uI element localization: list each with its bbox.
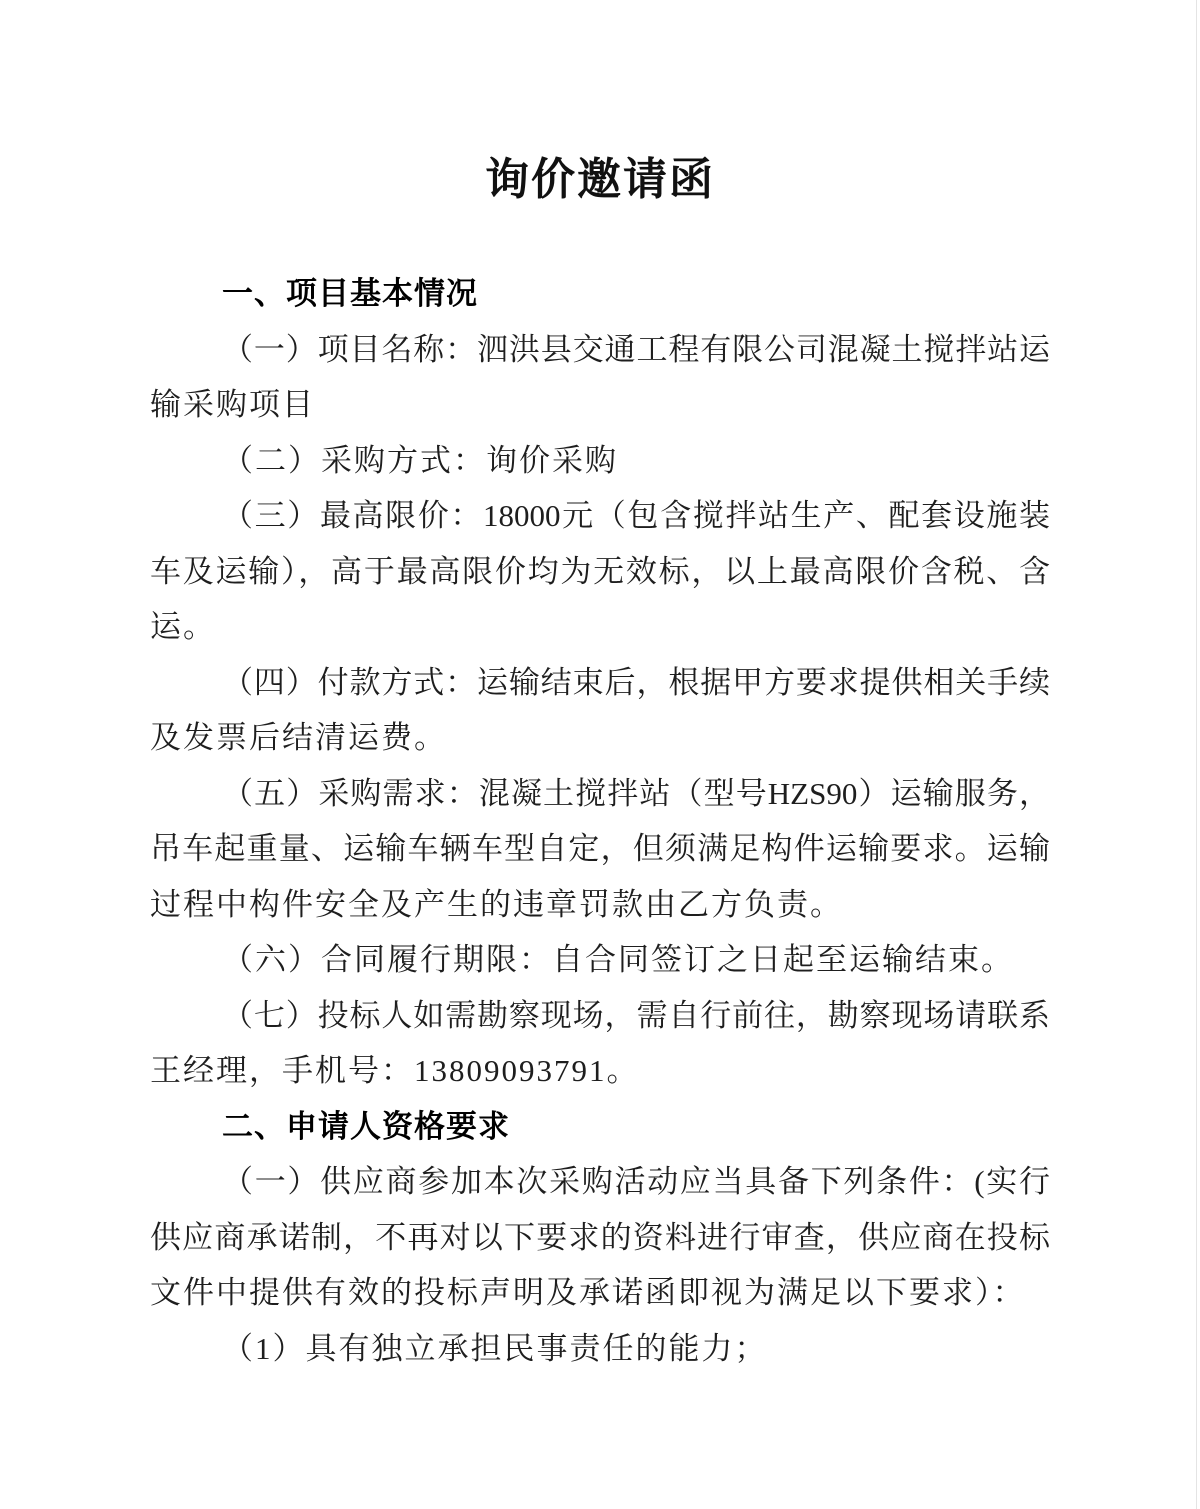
paragraph-line: （四）付款方式：运输结束后，根据甲方要求提供相关手续 (222, 664, 1050, 700)
paragraph-line: 运。 (150, 609, 216, 644)
section-heading: 一、项目基本情况 (222, 276, 478, 311)
paragraph-line: 吊车起重量、运输车辆车型自定，但须满足构件运输要求。运输 (150, 831, 1050, 866)
paragraph-line: （1）具有独立承担民事责任的能力； (222, 1330, 768, 1366)
paragraph-line: 文件中提供有效的投标声明及承诺函即视为满足以下要求）： (150, 1275, 1026, 1310)
page-edge-line (1196, 0, 1197, 1509)
paragraph-line: 王经理，手机号：13809093791。 (150, 1053, 640, 1088)
paragraph-line: 车及运输），高于最高限价均为无效标，以上最高限价含税、含 (150, 553, 1050, 589)
paragraph-line: 及发票后结清运费。 (150, 720, 447, 755)
section-heading: 二、申请人资格要求 (222, 1108, 510, 1144)
paragraph-line: 输采购项目 (150, 387, 315, 422)
paragraph-line: 过程中构件安全及产生的违章罚款由乙方负责。 (150, 886, 843, 922)
paragraph-line: （二）采购方式：询价采购 (222, 442, 618, 478)
document-title: 询价邀请函 (485, 155, 715, 205)
paragraph-line: （五）采购需求：混凝土搅拌站（型号HZS90）运输服务， (222, 775, 1050, 811)
document-body (150, 266, 1050, 1376)
paragraph-line: 供应商承诺制，不再对以下要求的资料进行审查，供应商在投标 (150, 1219, 1050, 1255)
paragraph-line: （三）最高限价：18000元（包含搅拌站生产、配套设施装 (222, 498, 1050, 533)
paragraph-line: （一）项目名称：泗洪县交通工程有限公司混凝土搅拌站运 (222, 331, 1050, 367)
paragraph-line: （一）供应商参加本次采购活动应当具备下列条件：(实行 (222, 1164, 1050, 1199)
paragraph-line: （七）投标人如需勘察现场，需自行前往，勘察现场请联系 (222, 997, 1050, 1033)
paragraph-line: （六）合同履行期限：自合同签订之日起至运输结束。 (222, 942, 1014, 977)
